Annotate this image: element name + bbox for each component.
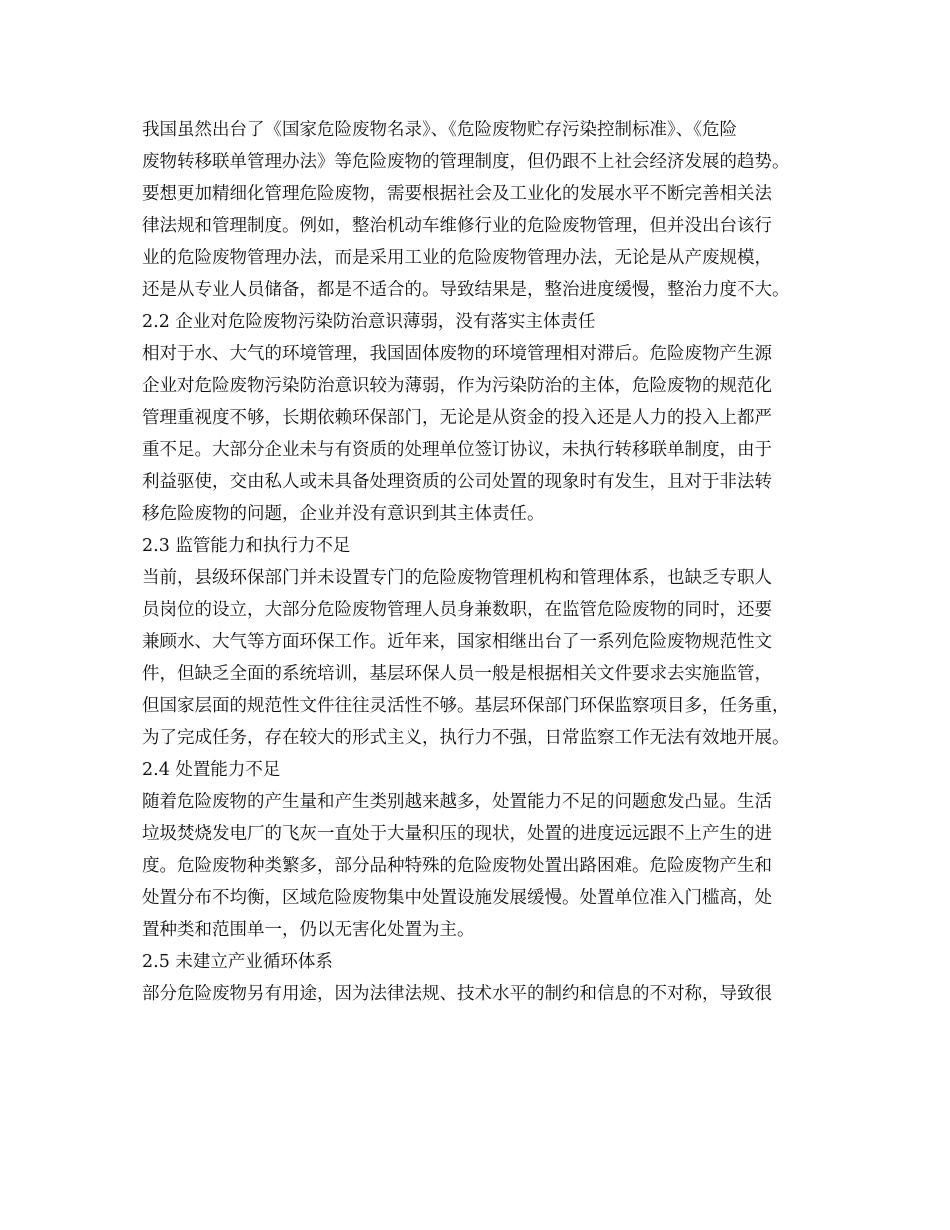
paragraph-line: 要想更加精细化管理危险废物，需要根据社会及工业化的发展水平不断完善相关法: [142, 184, 772, 204]
paragraph-line: 置种类和范围单一，仍以无害化处置为主。: [142, 920, 475, 940]
paragraph-line: 业的危险废物管理办法，而是采用工业的危险废物管理办法，无论是从产废规模，: [142, 248, 772, 268]
paragraph-line: 随着危险废物的产生量和产生类别越来越多，处置能力不足的问题愈发凸显。生活: [142, 792, 772, 812]
paragraph-line: 员岗位的设立，大部分危险废物管理人员身兼数职，在监管危险废物的同时，还要: [142, 600, 772, 620]
paragraph-line: 废物转移联单管理办法》等危险废物的管理制度，但仍跟不上社会经济发展的趋势。: [142, 152, 790, 172]
paragraph-line: 为了完成任务，存在较大的形式主义，执行力不强，日常监察工作无法有效地开展。: [142, 728, 790, 748]
paragraph-line: 兼顾水、大气等方面环保工作。近年来，国家相继出台了一系列危险废物规范性文: [142, 632, 772, 652]
section-heading: 2.2 企业对危险废物污染防治意识薄弱，没有落实主体责任: [142, 312, 596, 332]
paragraph-line: 垃圾焚烧发电厂的飞灰一直处于大量积压的现状，处置的进度远远跟不上产生的进: [142, 824, 772, 844]
paragraph-line: 利益驱使，交由私人或未具备处理资质的公司处置的现象时有发生，且对于非法转: [142, 472, 772, 492]
paragraph-line: 律法规和管理制度。例如，整治机动车维修行业的危险废物管理，但并没出台该行: [142, 216, 772, 236]
section-heading: 2.3 监管能力和执行力不足: [142, 536, 351, 556]
document-body: [142, 114, 842, 1010]
paragraph-line: 件，但缺乏全面的系统培训，基层环保人员一般是根据相关文件要求去实施监管，: [142, 664, 772, 684]
paragraph-line: 处置分布不均衡，区域危险废物集中处置设施发展缓慢。处置单位准入门槛高，处: [142, 888, 772, 908]
section-heading: 2.4 处置能力不足: [142, 760, 281, 780]
paragraph-line: 但国家层面的规范性文件往往灵活性不够。基层环保部门环保监察项目多，任务重，: [142, 696, 790, 716]
paragraph-line: 我国虽然出台了《国家危险废物名录》、《危险废物贮存污染控制标准》、《危险: [142, 120, 737, 140]
paragraph-line: 企业对危险废物污染防治意识较为薄弱，作为污染防治的主体，危险废物的规范化: [142, 376, 772, 396]
paragraph-line: 度。危险废物种类繁多，部分品种特殊的危险废物处置出路困难。危险废物产生和: [142, 856, 772, 876]
paragraph-line: 部分危险废物另有用途，因为法律法规、技术水平的制约和信息的不对称，导致很: [142, 984, 772, 1004]
section-heading: 2.5 未建立产业循环体系: [142, 952, 333, 972]
paragraph-line: 重不足。大部分企业未与有资质的处理单位签订协议，未执行转移联单制度，由于: [142, 440, 772, 460]
paragraph-line: 相对于水、大气的环境管理，我国固体废物的环境管理相对滞后。危险废物产生源: [142, 344, 772, 364]
paragraph-line: 管理重视度不够，长期依赖环保部门，无论是从资金的投入还是人力的投入上都严: [142, 408, 772, 428]
paragraph-line: 当前，县级环保部门并未设置专门的危险废物管理机构和管理体系，也缺乏专职人: [142, 568, 772, 588]
paragraph-line: 移危险废物的问题，企业并没有意识到其主体责任。: [142, 504, 545, 524]
paragraph-line: 还是从专业人员储备，都是不适合的。导致结果是，整治进度缓慢，整治力度不大。: [142, 280, 790, 300]
